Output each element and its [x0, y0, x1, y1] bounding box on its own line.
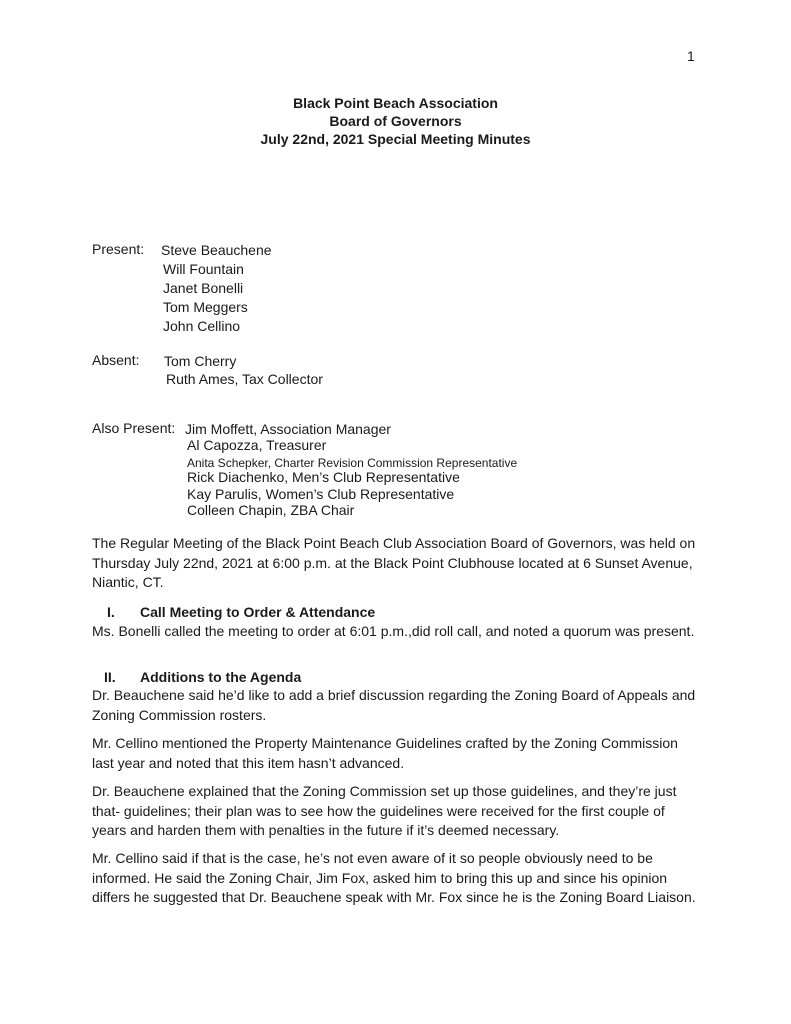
- title-line-meeting: July 22nd, 2021 Special Meeting Minutes: [260, 131, 531, 147]
- section-paragraph: Mr. Cellino said if that is the case, he’s not even aware of it so people obviously need to be informed. He said the Zoning Chair, Jim Fox, asked him to bring this up and since his opinion differs he suggested that Dr. Beauchene speak with Mr. Fox since he is the Zoning Board Liaison.: [92, 850, 696, 905]
- also-present-name: Al Capozza, Treasurer: [187, 437, 327, 453]
- section-heading: Call Meeting to Order & Attendance: [140, 604, 376, 620]
- section-paragraph: Dr. Beauchene explained that the Zoning Commission set up those guidelines, and they’re just that- guidelines; their plan was to see how the guidelines were received for the first couple of years and harden them with penalties in the future if it’s deemed necessary.: [92, 783, 677, 838]
- present-name: Janet Bonelli: [163, 280, 244, 296]
- also-present-name: Colleen Chapin, ZBA Chair: [187, 502, 355, 518]
- also-present-name: Rick Diachenko, Men’s Club Representative: [187, 469, 460, 485]
- also-present-name: Anita Schepker, Charter Revision Commission Representative: [187, 456, 518, 470]
- page-number: 1: [687, 48, 695, 64]
- present-name: Steve Beauchene: [161, 242, 272, 258]
- document-title: [0, 94, 791, 148]
- section-paragraph: Dr. Beauchene said he’d like to add a brief discussion regarding the Zoning Board of Appeals and Zoning Commission rosters.: [92, 687, 696, 723]
- present-label: Present:: [92, 241, 145, 257]
- section-paragraph: Mr. Cellino mentioned the Property Maintenance Guidelines crafted by the Zoning Commission last year and noted that this item hasn’t advanced.: [92, 735, 678, 771]
- title-line-board: Board of Governors: [329, 113, 462, 129]
- absent-label: Absent:: [92, 352, 140, 368]
- present-name: John Cellino: [163, 318, 241, 334]
- section-heading: Additions to the Agenda: [140, 669, 302, 685]
- intro-paragraph: The Regular Meeting of the Black Point Beach Club Association Board of Governors, was held on Thursday July 22nd, 2021 at 6:00 p.m. at the Black Point Clubhouse located at 6 Sunset Avenue, Niantic, CT.: [92, 535, 696, 590]
- also-present-name: Jim Moffett, Association Manager: [185, 421, 391, 437]
- absent-name: Tom Cherry: [164, 353, 237, 369]
- also-present-label: Also Present:: [92, 420, 176, 436]
- present-name: Tom Meggers: [163, 299, 248, 315]
- also-present-name: Kay Parulis, Women’s Club Representative: [187, 486, 455, 502]
- absent-name: Ruth Ames, Tax Collector: [166, 371, 323, 387]
- title-line-organization: Black Point Beach Association: [293, 95, 498, 111]
- section-numeral: I.: [107, 604, 115, 620]
- present-name: Will Fountain: [163, 261, 244, 277]
- section-paragraph: Ms. Bonelli called the meeting to order at 6:01 p.m.,did roll call, and noted a quorum was present.: [92, 623, 695, 639]
- section-numeral: II.: [104, 669, 116, 685]
